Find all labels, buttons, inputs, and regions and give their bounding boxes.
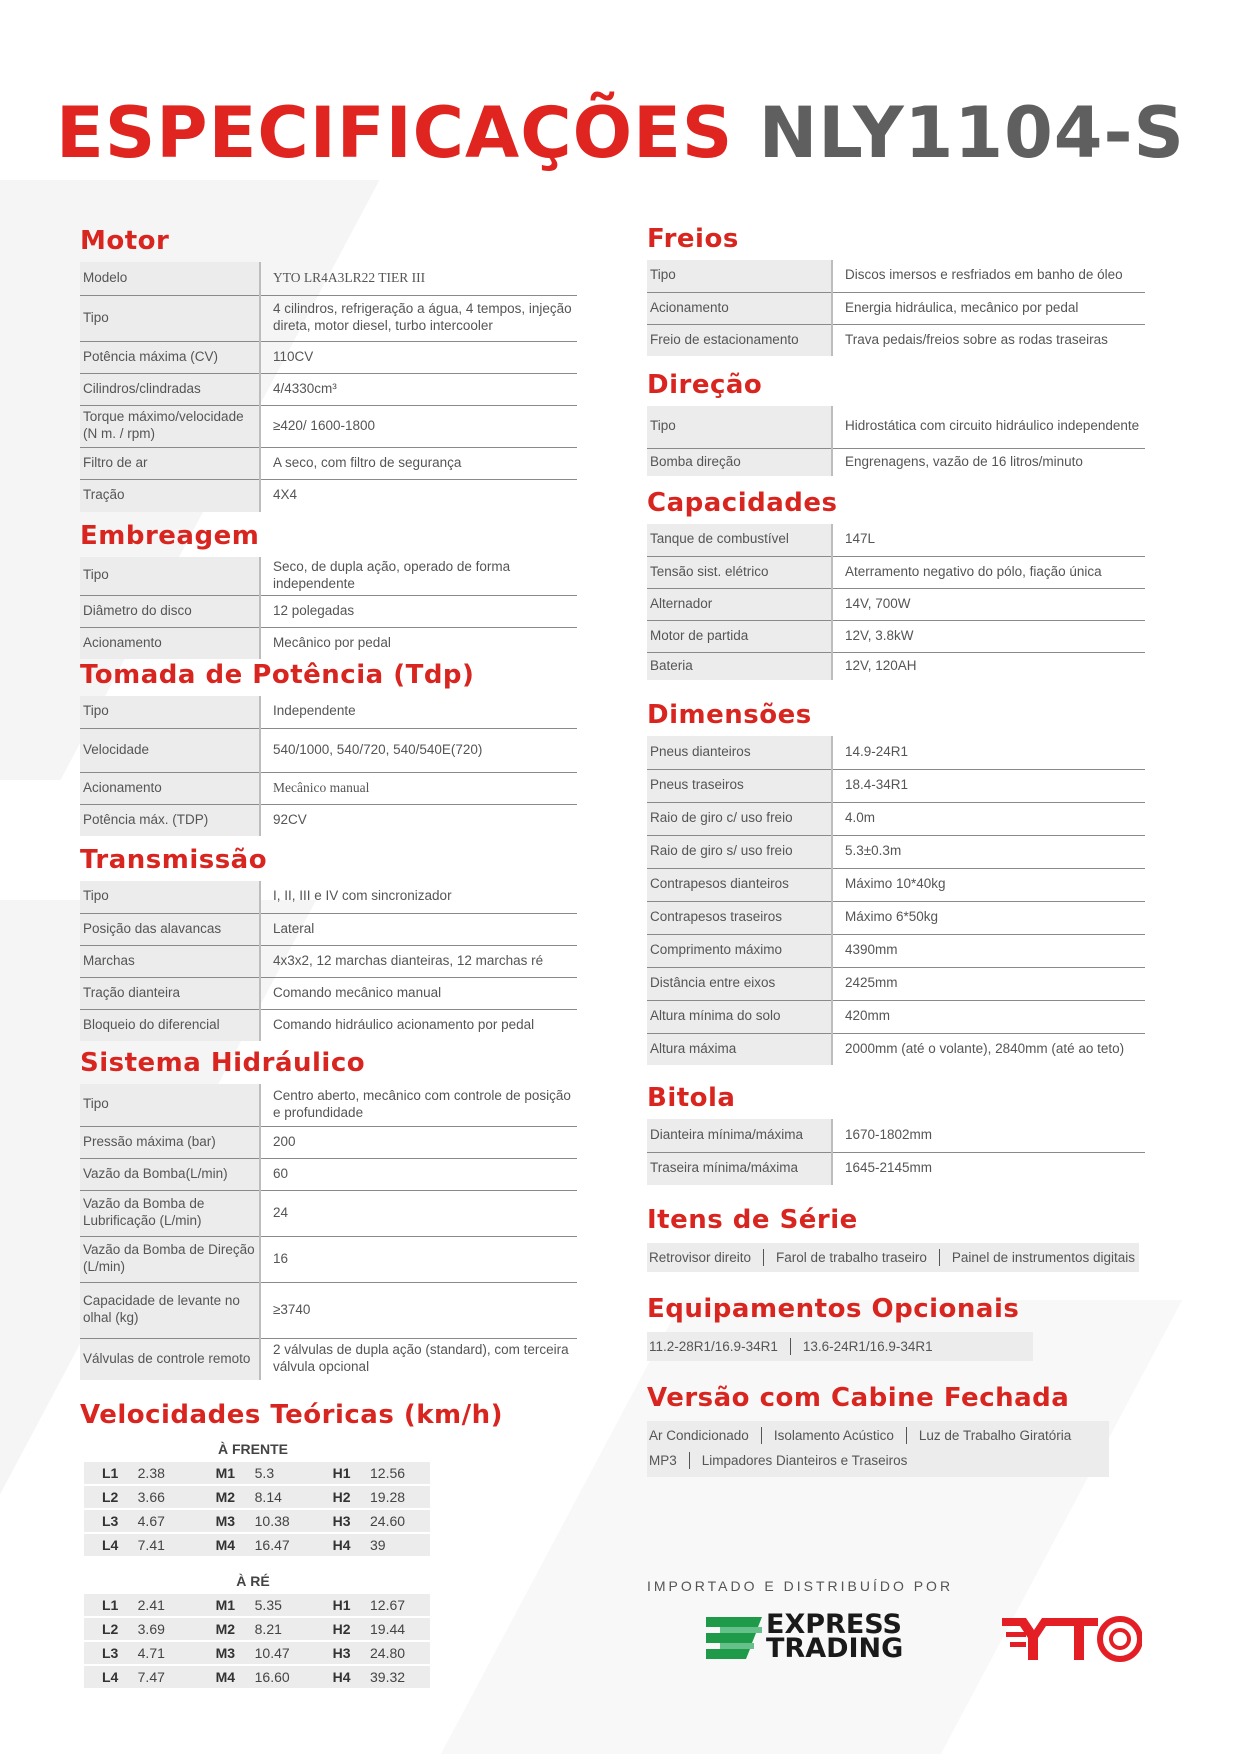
item-label: Farol de trabalho traseiro xyxy=(776,1250,927,1265)
table-row xyxy=(647,736,1145,769)
table-row xyxy=(80,627,577,659)
item-label: Retrovisor direito xyxy=(649,1250,752,1265)
table-row xyxy=(647,556,1145,588)
speed-value: 19.44 xyxy=(360,1618,430,1640)
spec-value: Engrenagens, vazão de 16 litros/minuto xyxy=(845,453,1083,469)
spec-value: 4.0m xyxy=(845,810,876,826)
speed-value: 8.14 xyxy=(245,1486,315,1508)
spec-key: Velocidade xyxy=(80,728,260,772)
speed-value: 5.3 xyxy=(245,1462,315,1484)
gear-label: L4 xyxy=(84,1666,128,1688)
spec-value: 12V, 120AH xyxy=(845,657,917,673)
forward-label: À FRENTE xyxy=(218,1441,288,1457)
gear-label: M1 xyxy=(198,1462,245,1484)
gear-label: H1 xyxy=(315,1594,360,1616)
spec-value: I, II, III e IV com sincronizador xyxy=(273,888,452,904)
spec-key: Tipo xyxy=(80,696,260,728)
spec-key: Cilindros/clindradas xyxy=(80,373,260,405)
spec-key: Altura mínima do solo xyxy=(647,1000,832,1033)
speed-value: 12.67 xyxy=(360,1594,430,1616)
speed-value: 12.56 xyxy=(360,1462,430,1484)
spec-value: 60 xyxy=(273,1165,289,1181)
spec-key: Traseira mínima/máxima xyxy=(647,1152,832,1185)
gear-label: L1 xyxy=(84,1594,128,1616)
spec-key: Marchas xyxy=(80,945,260,977)
table-row xyxy=(647,620,1145,652)
item-label: MP3 xyxy=(649,1453,677,1468)
section-direcao xyxy=(647,370,1145,476)
speed-value: 10.47 xyxy=(245,1642,315,1664)
spec-value: YTO LR4A3LR22 TIER III xyxy=(273,269,426,285)
section-heading: Equipamentos Opcionais xyxy=(647,1294,1020,1324)
section-heading: Embreagem xyxy=(80,521,260,551)
table-row xyxy=(80,772,577,804)
spec-key: Tipo xyxy=(647,406,832,448)
gear-label: M2 xyxy=(198,1618,245,1640)
speed-value: 4.71 xyxy=(128,1642,198,1664)
item-label: Ar Condicionado xyxy=(649,1428,749,1443)
spec-value: Trava pedais/freios sobre as rodas traseiras xyxy=(845,331,1108,347)
spec-value: 147L xyxy=(845,531,876,547)
spec-value: Comando mecânico manual xyxy=(273,984,442,1000)
spec-key: Tipo xyxy=(80,557,260,595)
table-row xyxy=(647,524,1145,556)
spec-table xyxy=(80,881,577,1041)
speed-value: 19.28 xyxy=(360,1486,430,1508)
spec-key: Pneus dianteiros xyxy=(647,736,832,769)
table-row xyxy=(80,1009,577,1041)
express-trading-logo xyxy=(706,1609,912,1670)
spec-value: 18.4-34R1 xyxy=(845,777,909,793)
spec-value: 2000mm (até o volante), 2840mm (até ao teto) xyxy=(845,1040,1125,1056)
table-row xyxy=(647,802,1145,835)
spec-value: Mecânico por pedal xyxy=(273,635,391,651)
table-row xyxy=(647,868,1145,901)
gear-label: H1 xyxy=(315,1462,360,1484)
spec-key: Válvulas de controle remoto xyxy=(80,1338,260,1380)
spec-key: Alternador xyxy=(647,588,832,620)
gear-label: H3 xyxy=(315,1510,360,1532)
table-row xyxy=(80,804,577,836)
spec-value: ≥420/ 1600-1800 xyxy=(273,417,375,433)
speed-row xyxy=(84,1642,430,1664)
table-row xyxy=(80,1158,577,1190)
spec-value: Comando hidráulico acionamento por pedal xyxy=(273,1016,535,1032)
spec-value: 16 xyxy=(273,1250,289,1266)
spec-value: 14V, 700W xyxy=(845,595,911,611)
section-tdp xyxy=(80,660,577,836)
spec-value: Aterramento negativo do pólo, fiação única xyxy=(845,563,1102,579)
spec-key: Freio de estacionamento xyxy=(647,324,832,356)
spec-value: Hidrostática com circuito hidráulico independente xyxy=(845,418,1140,434)
table-row xyxy=(647,1152,1145,1185)
spec-key: Bloqueio do diferencial xyxy=(80,1009,260,1041)
table-row xyxy=(647,406,1145,448)
title-model: NLY1104-S xyxy=(758,92,1185,174)
table-row xyxy=(647,588,1145,620)
speed-row xyxy=(84,1462,430,1484)
table-row xyxy=(80,557,577,595)
gear-label: M4 xyxy=(198,1534,245,1556)
spec-key: Raio de giro c/ uso freio xyxy=(647,802,832,835)
table-row xyxy=(80,373,577,405)
spec-value: 12V, 3.8kW xyxy=(845,627,914,643)
table-row xyxy=(80,881,577,913)
table-row xyxy=(647,934,1145,967)
items-strip xyxy=(647,1421,1109,1477)
spec-value: 2425mm xyxy=(845,975,898,991)
speed-value: 7.47 xyxy=(128,1666,198,1688)
table-row xyxy=(647,1119,1145,1152)
table-row xyxy=(80,295,577,341)
spec-value: Máximo 10*40kg xyxy=(845,876,946,892)
section-hidraulico xyxy=(80,1048,577,1380)
spec-value: 14.9-24R1 xyxy=(845,743,909,759)
section-velocidades xyxy=(80,1400,504,1690)
yto-logo xyxy=(1002,1616,1142,1667)
spec-key: Raio de giro s/ uso freio xyxy=(647,835,832,868)
speed-row xyxy=(84,1510,430,1532)
gear-label: M1 xyxy=(198,1594,245,1616)
speed-row xyxy=(84,1618,430,1640)
section-transmissao xyxy=(80,845,607,1041)
speed-value: 39.32 xyxy=(360,1666,430,1688)
spec-value: ≥3740 xyxy=(273,1301,311,1317)
speed-value: 10.38 xyxy=(245,1510,315,1532)
gear-label: M3 xyxy=(198,1510,245,1532)
spec-value: 1670-1802mm xyxy=(845,1126,933,1142)
table-row xyxy=(80,341,577,373)
spec-key: Distância entre eixos xyxy=(647,967,832,1000)
speed-value: 3.69 xyxy=(128,1618,198,1640)
speed-row xyxy=(84,1534,430,1556)
section-freios xyxy=(647,224,1145,356)
speed-row xyxy=(84,1486,430,1508)
items-strip xyxy=(647,1332,1033,1361)
speed-value: 24.80 xyxy=(360,1642,430,1664)
speed-row xyxy=(84,1594,430,1616)
spec-key: Tanque de combustível xyxy=(647,524,832,556)
table-row xyxy=(647,1033,1145,1065)
speed-table-reverse xyxy=(84,1592,430,1690)
table-row xyxy=(80,447,577,479)
spec-table xyxy=(647,406,1145,476)
spec-key: Contrapesos dianteiros xyxy=(647,868,832,901)
speed-value: 4.67 xyxy=(128,1510,198,1532)
spec-key: Tensão sist. elétrico xyxy=(647,556,832,588)
table-row xyxy=(80,977,577,1009)
spec-key: Bomba direção xyxy=(647,448,832,476)
spec-value: Seco, de dupla ação, operado de forma independente xyxy=(273,559,511,591)
spec-key: Tipo xyxy=(647,260,832,292)
section-heading: Itens de Série xyxy=(647,1205,858,1235)
section-heading: Sistema Hidráulico xyxy=(80,1048,366,1078)
spec-value: 420mm xyxy=(845,1008,891,1024)
spec-key: Filtro de ar xyxy=(80,447,260,479)
spec-value: Lateral xyxy=(273,920,315,936)
speed-row xyxy=(84,1666,430,1688)
spec-value: Máximo 6*50kg xyxy=(845,909,939,925)
section-heading: Tomada de Potência (Tdp) xyxy=(80,660,475,690)
item-label: Limpadores Dianteiros e Traseiros xyxy=(701,1453,908,1468)
table-row xyxy=(80,1282,577,1338)
speed-value: 5.35 xyxy=(245,1594,315,1616)
spec-key: Bateria xyxy=(647,652,832,680)
table-row xyxy=(647,292,1145,324)
spec-key: Potência máxima (CV) xyxy=(80,341,260,373)
section-bitola xyxy=(647,1083,1145,1185)
spec-value: 1645-2145mm xyxy=(845,1160,933,1176)
spec-value: 24 xyxy=(273,1204,289,1220)
section-heading: Dimensões xyxy=(647,700,812,730)
express-line2: TRADING xyxy=(766,1633,904,1664)
section-cabine xyxy=(647,1383,1147,1477)
speed-value: 7.41 xyxy=(128,1534,198,1556)
items-strip xyxy=(647,1243,1139,1272)
table-row xyxy=(80,479,577,512)
section-heading: Motor xyxy=(80,226,170,256)
spec-table xyxy=(647,1119,1145,1185)
spec-key: Modelo xyxy=(80,262,260,295)
table-row xyxy=(80,1126,577,1158)
spec-key: Altura máxima xyxy=(647,1033,832,1065)
speed-value: 16.60 xyxy=(245,1666,315,1688)
speed-value: 39 xyxy=(360,1534,430,1556)
speed-value: 8.21 xyxy=(245,1618,315,1640)
spec-key: Contrapesos traseiros xyxy=(647,901,832,934)
gear-label: M2 xyxy=(198,1486,245,1508)
spec-key: Tipo xyxy=(80,1084,260,1126)
table-row xyxy=(647,835,1145,868)
table-row xyxy=(647,901,1145,934)
speed-value: 24.60 xyxy=(360,1510,430,1532)
spec-key: Motor de partida xyxy=(647,620,832,652)
table-row xyxy=(80,595,577,627)
gear-label: L3 xyxy=(84,1510,128,1532)
spec-key: Torque máximo/velocidade (N m. / rpm) xyxy=(80,405,260,447)
spec-table xyxy=(647,736,1145,1065)
spec-table xyxy=(80,1084,577,1380)
spec-key: Vazão da Bomba de Lubrificação (L/min) xyxy=(80,1190,260,1236)
table-row xyxy=(80,945,577,977)
table-row xyxy=(80,696,577,728)
section-heading: Bitola xyxy=(647,1083,736,1113)
speed-table-forward xyxy=(84,1460,430,1558)
gear-label: L4 xyxy=(84,1534,128,1556)
gear-label: L2 xyxy=(84,1618,128,1640)
spec-key: Pressão máxima (bar) xyxy=(80,1126,260,1158)
spec-key: Acionamento xyxy=(647,292,832,324)
spec-value: 4390mm xyxy=(845,942,898,958)
spec-value: Mecânico manual xyxy=(273,779,370,795)
section-heading: Direção xyxy=(647,370,763,400)
spec-value: Independente xyxy=(273,703,356,719)
spec-key: Acionamento xyxy=(80,772,260,804)
spec-key: Vazão da Bomba(L/min) xyxy=(80,1158,260,1190)
table-row xyxy=(80,405,577,447)
spec-key: Potência máx. (TDP) xyxy=(80,804,260,836)
spec-value: 4x3x2, 12 marchas dianteiras, 12 marchas ré xyxy=(273,952,544,968)
table-row xyxy=(647,324,1145,356)
section-dimensoes xyxy=(647,700,1145,1065)
gear-label: L1 xyxy=(84,1462,128,1484)
gear-label: H4 xyxy=(315,1666,360,1688)
spec-table xyxy=(647,524,1145,680)
section-itens-serie xyxy=(647,1205,1147,1272)
speed-value: 2.41 xyxy=(128,1594,198,1616)
spec-value: 200 xyxy=(273,1133,296,1149)
spec-key: Posição das alavancas xyxy=(80,913,260,945)
section-heading: Freios xyxy=(647,224,739,254)
spec-value: 540/1000, 540/720, 540/540E(720) xyxy=(273,741,483,757)
table-row xyxy=(80,913,577,945)
table-row xyxy=(647,652,1145,680)
spec-table xyxy=(647,260,1145,356)
item-label: Luz de Trabalho Giratória xyxy=(918,1428,1072,1443)
title-red: ESPECIFICAÇÕES xyxy=(56,92,734,174)
section-opcionais xyxy=(647,1294,1147,1361)
spec-value: 4/4330cm³ xyxy=(273,380,337,396)
table-row xyxy=(80,262,577,295)
item-label: Painel de instrumentos digitais xyxy=(951,1250,1135,1265)
reverse-label: À RÉ xyxy=(236,1573,270,1589)
speed-value: 2.38 xyxy=(128,1462,198,1484)
spec-value: 4 cilindros, refrigeração a água, 4 tempos, injeção direta, motor diesel, turbo intercooler xyxy=(273,301,572,333)
gear-label: H3 xyxy=(315,1642,360,1664)
spec-value: Discos imersos e resfriados em banho de óleo xyxy=(845,267,1123,283)
spec-table xyxy=(80,557,577,659)
spec-value: 92CV xyxy=(273,811,307,827)
section-heading: Capacidades xyxy=(647,488,838,518)
gear-label: H2 xyxy=(315,1618,360,1640)
section-embreagem xyxy=(80,521,577,659)
speed-value: 16.47 xyxy=(245,1534,315,1556)
table-row xyxy=(647,448,1145,476)
spec-key: Tipo xyxy=(80,881,260,913)
spec-value: A seco, com filtro de segurança xyxy=(273,454,462,470)
table-row xyxy=(647,769,1145,802)
table-row xyxy=(80,1236,577,1282)
speed-value: 3.66 xyxy=(128,1486,198,1508)
gear-label: H2 xyxy=(315,1486,360,1508)
spec-key: Comprimento máximo xyxy=(647,934,832,967)
yto-icon xyxy=(1002,1616,1142,1662)
distributor-caption: IMPORTADO E DISTRIBUÍDO POR xyxy=(647,1578,954,1594)
table-row xyxy=(80,1338,577,1380)
spec-key: Tração xyxy=(80,479,260,512)
spec-key: Tração dianteira xyxy=(80,977,260,1009)
express-line1: EXPRESS xyxy=(766,1609,902,1640)
page-title xyxy=(0,92,1241,174)
spec-key: Capacidade de levante no olhal (kg) xyxy=(80,1282,260,1338)
item-label: 11.2-28R1/16.9-34R1 xyxy=(649,1339,778,1354)
table-row xyxy=(647,260,1145,292)
gear-label: M3 xyxy=(198,1642,245,1664)
table-row xyxy=(80,1190,577,1236)
spec-table xyxy=(80,262,577,512)
gear-label: M4 xyxy=(198,1666,245,1688)
table-row xyxy=(80,728,577,772)
spec-key: Dianteira mínima/máxima xyxy=(647,1119,832,1152)
spec-key: Tipo xyxy=(80,295,260,341)
section-heading: Transmissão xyxy=(80,845,268,875)
spec-value: 12 polegadas xyxy=(273,602,355,618)
spec-value: 110CV xyxy=(273,348,314,364)
section-heading: Velocidades Teóricas (km/h) xyxy=(80,1400,504,1430)
table-row xyxy=(80,1084,577,1126)
item-label: Isolamento Acústico xyxy=(773,1428,894,1443)
spec-value: Energia hidráulica, mecânico por pedal xyxy=(845,299,1079,315)
spec-key: Acionamento xyxy=(80,627,260,659)
item-label: 13.6-24R1/16.9-34R1 xyxy=(802,1339,933,1354)
spec-key: Pneus traseiros xyxy=(647,769,832,802)
section-heading: Versão com Cabine Fechada xyxy=(647,1383,1070,1413)
gear-label: H4 xyxy=(315,1534,360,1556)
spec-key: Diâmetro do disco xyxy=(80,595,260,627)
table-row xyxy=(647,967,1145,1000)
gear-label: L2 xyxy=(84,1486,128,1508)
table-row xyxy=(647,1000,1145,1033)
gear-label: L3 xyxy=(84,1642,128,1664)
spec-key: Vazão da Bomba de Direção (L/min) xyxy=(80,1236,260,1282)
spec-value: Centro aberto, mecânico com controle de posição e profundidade xyxy=(273,1087,571,1120)
spec-value: 4X4 xyxy=(273,487,298,503)
spec-table xyxy=(80,696,577,836)
spec-value: 5.3±0.3m xyxy=(845,843,902,859)
spec-value: 2 válvulas de dupla ação (standard), com terceira válvula opcional xyxy=(273,1342,569,1375)
section-capacidades xyxy=(647,488,1145,680)
section-motor xyxy=(80,226,577,512)
